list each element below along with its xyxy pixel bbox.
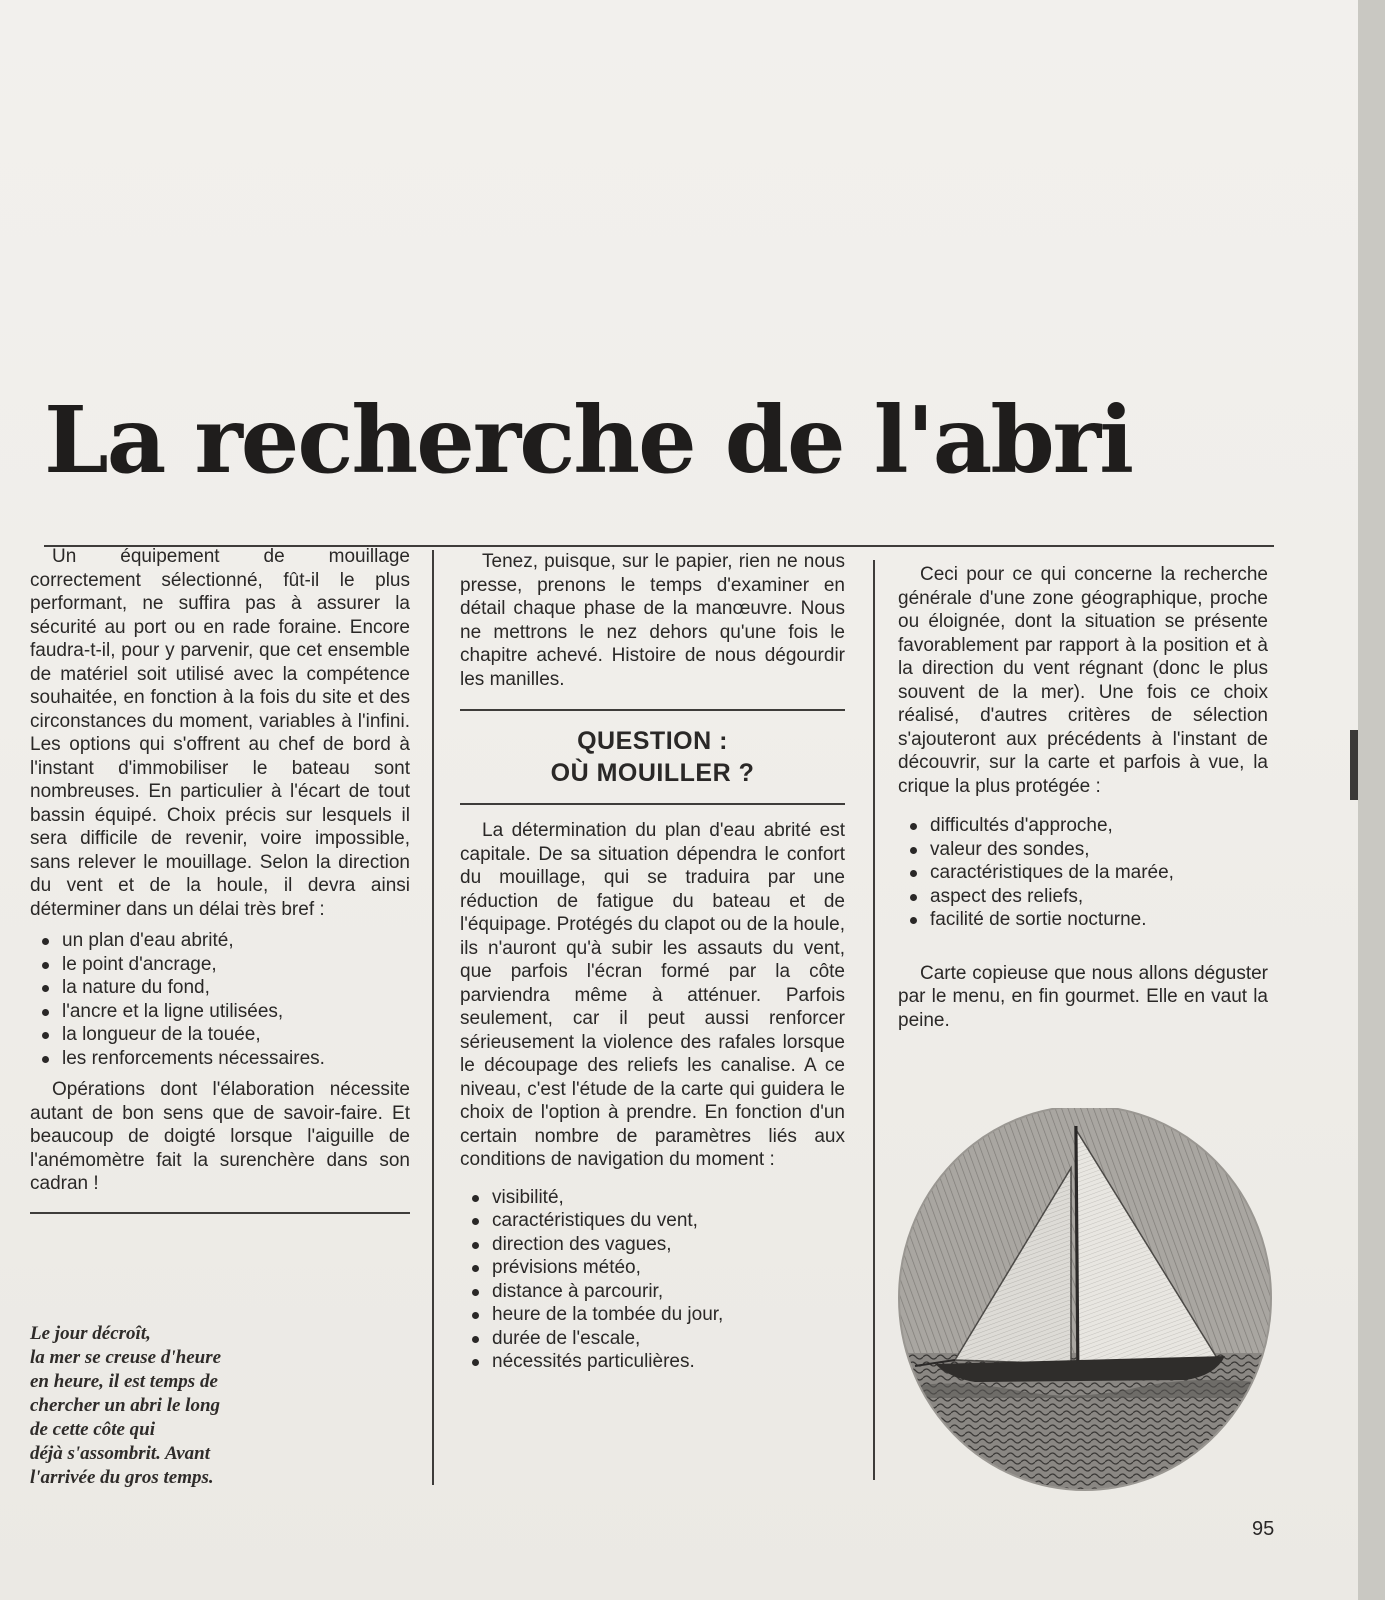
list-item: visibilité, (470, 1186, 845, 1210)
section-heading (460, 725, 845, 789)
list-item: caractéristiques de la marée, (908, 861, 1268, 885)
list-item: distance à parcourir, (470, 1280, 845, 1304)
conclusion-paragraph: Opérations dont l'élaboration nécessite autant de bon sens que de savoir-faire. Et beaucoup de doigté lorsque l'aiguille de l'anémomètre fait la surenchère dans son cadran ! (30, 1079, 410, 1194)
list-item: un plan d'eau abrité, (40, 929, 410, 953)
list-item: l'ancre et la ligne utilisées, (40, 1000, 410, 1024)
list-item: la longueur de la touée, (40, 1023, 410, 1047)
photo-caption (30, 1322, 390, 1490)
list-item: valeur des sondes, (908, 838, 1268, 862)
caption-line: l'arrivée du gros temps. (30, 1467, 214, 1488)
caption-line: chercher un abri le long (30, 1395, 221, 1416)
page-number: 95 (1252, 1518, 1275, 1540)
list-item: prévisions météo, (470, 1256, 845, 1280)
list-item: nécessités particulières. (470, 1350, 845, 1374)
column-divider (873, 560, 875, 1480)
conclusion-paragraph: Carte copieuse que nous allons déguster par le menu, en fin gourmet. Elle en vaut la peine. (898, 962, 1268, 1031)
caption-divider (30, 1212, 410, 1214)
list-item: heure de la tombée du jour, (470, 1303, 845, 1327)
page-edge-shadow (1350, 730, 1358, 800)
list-item: facilité de sortie nocturne. (908, 908, 1268, 932)
column-1 (30, 545, 410, 1214)
navigation-parameters-list (470, 1186, 845, 1374)
list-item: aspect des reliefs, (908, 885, 1268, 909)
caption-line: la mer se creuse d'heure (30, 1347, 222, 1368)
column-2 (460, 550, 845, 1382)
engraving-scene (895, 1108, 1275, 1498)
list-item: difficultés d'approche, (908, 814, 1268, 838)
caption-line: en heure, il est temps de (30, 1371, 218, 1392)
anchoring-decisions-list (40, 929, 410, 1070)
intro-paragraph: Tenez, puisque, sur le papier, rien ne nous presse, prenons le temps d'examiner en détail chaque phase de la manœuvre. Nous ne mettrons le nez dehors qu'une fois le chapitre achevé. Histoire de nous dégourdir les manilles. (460, 551, 845, 690)
intro-paragraph: Ceci pour ce qui concerne la recherche générale d'une zone géographique, proche ou éloignée, dont la situation se présente favorablement par rapport à la position et à la direction du vent régnant (donc le plus souvent de la mer). Une fois ce choix réalisé, d'autres critères de sélection s'ajouteront aux précédents à l'instant de découvrir, sur la carte et parfois à vue, la crique la plus protégée : (898, 564, 1268, 797)
list-item: caractéristiques du vent, (470, 1209, 845, 1233)
intro-paragraph: Un équipement de mouillage correctement sélectionné, fût-il le plus performant, ne suffira pas à assurer la sécurité au port ou en rade foraine. Encore faudra-t-il, pour y parvenir, que cet ensemble de matériel soit utilisé avec la compétence souhaitée, en fonction à la fois du site et des circonstances du moment, variables à l'infini. Les options qui s'offrent au chef de bord à l'instant d'immobiliser le bateau sont nombreuses. En particulier à l'écart de tout bassin équipé. Choix précis sur lesquels il sera difficile de revenir, voire impossible, sans relever le mouillage. Selon la direction du vent et de la houle, il devra ainsi déterminer dans un délai très bref : (30, 546, 410, 920)
caption-line: déjà s'assombrit. Avant (30, 1443, 210, 1464)
caption-line: de cette côte qui (30, 1419, 156, 1440)
mast (1076, 1126, 1078, 1374)
caption-line: Le jour décroît, (30, 1323, 151, 1344)
heading-line: OÙ MOUILLER ? (550, 759, 755, 787)
column-divider (432, 550, 434, 1485)
heading-top-divider (460, 709, 845, 711)
article-title: La recherche de l'abri (44, 386, 1133, 494)
column-3 (898, 563, 1268, 1032)
spacer (898, 948, 1268, 962)
heading-bottom-divider (460, 803, 845, 805)
heading-line: QUESTION : (577, 727, 728, 755)
sailboat-engraving (895, 1108, 1275, 1498)
list-item: direction des vagues, (470, 1233, 845, 1257)
list-item: les renforcements nécessaires. (40, 1047, 410, 1071)
body-paragraph: La détermination du plan d'eau abrité est capitale. De sa situation dépendra le confort du mouillage, qui se traduira par une réduction de fatigue du bateau et de l'équipage. Protégés du clapot ou de la houle, ils n'auront qu'à subir les assauts du vent, que parfois l'écran formé par la côte parviendra même à atténuer. Parfois seulement, car il peut aussi renforcer sérieusement la violence des rafales lorsque le découpage des reliefs les canalise. A ce niveau, c'est l'étude de la carte qui guidera le choix de l'option à prendre. En fonction d'un certain nombre de paramètres liés aux conditions de navigation du moment : (460, 820, 845, 1170)
list-item: la nature du fond, (40, 976, 410, 1000)
list-item: durée de l'escale, (470, 1327, 845, 1351)
list-item: le point d'ancrage, (40, 953, 410, 977)
selection-criteria-list (908, 814, 1268, 932)
